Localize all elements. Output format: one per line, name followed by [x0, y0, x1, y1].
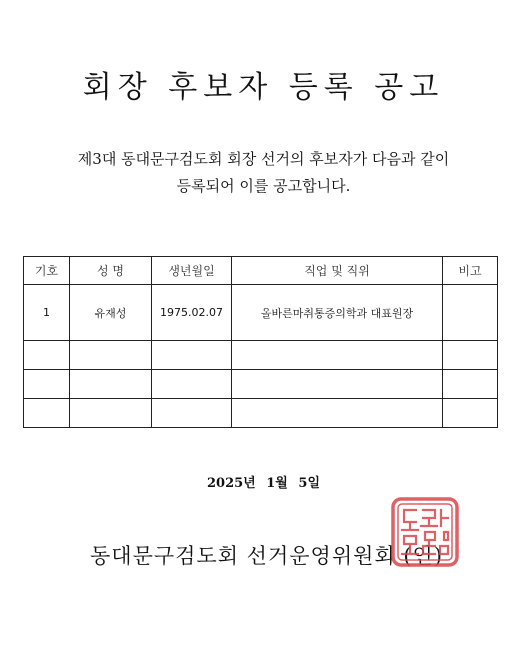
cell-number: 1: [24, 285, 70, 341]
intro-text: [0, 146, 527, 200]
cell-name: 유재성: [70, 285, 152, 341]
cell-name: [70, 399, 152, 428]
cell-number: [24, 399, 70, 428]
cell-remarks: [443, 399, 498, 428]
intro-line-2: 등록되어 이를 공고합니다.: [176, 177, 351, 195]
table-header-row: [24, 257, 498, 285]
header-remarks: 비고: [443, 257, 498, 285]
cell-birthdate: [152, 370, 232, 399]
stamp-seal-icon: [390, 496, 460, 568]
cell-occupation: [232, 399, 443, 428]
header-number: 기호: [24, 257, 70, 285]
cell-number: [24, 370, 70, 399]
cell-occupation: [232, 341, 443, 370]
table-row: [24, 399, 498, 428]
candidate-table: [23, 256, 498, 428]
cell-occupation: 올바른마취통증의학과 대표원장: [232, 285, 443, 341]
cell-name: [70, 341, 152, 370]
header-occupation: 직업 및 직위: [232, 257, 443, 285]
cell-birthdate: 1975.02.07: [152, 285, 232, 341]
cell-name: [70, 370, 152, 399]
cell-remarks: [443, 370, 498, 399]
cell-remarks: [443, 341, 498, 370]
cell-number: [24, 341, 70, 370]
cell-birthdate: [152, 341, 232, 370]
cell-birthdate: [152, 399, 232, 428]
cell-occupation: [232, 370, 443, 399]
announcement-date: 2025년 1월 5일: [207, 476, 320, 491]
header-birthdate: 생년월일: [152, 257, 232, 285]
table-row: [24, 370, 498, 399]
document-title: 회장 후보자 등록 공고: [82, 70, 445, 105]
cell-remarks: [443, 285, 498, 341]
organization-name: 동대문구검도회 선거운영위원회 (인): [90, 544, 444, 568]
header-name: 성 명: [70, 257, 152, 285]
table-row: [24, 341, 498, 370]
intro-line-1: 제3대 동대문구검도회 회장 선거의 후보자가 다음과 같이: [77, 150, 450, 168]
table-row: [24, 285, 498, 341]
